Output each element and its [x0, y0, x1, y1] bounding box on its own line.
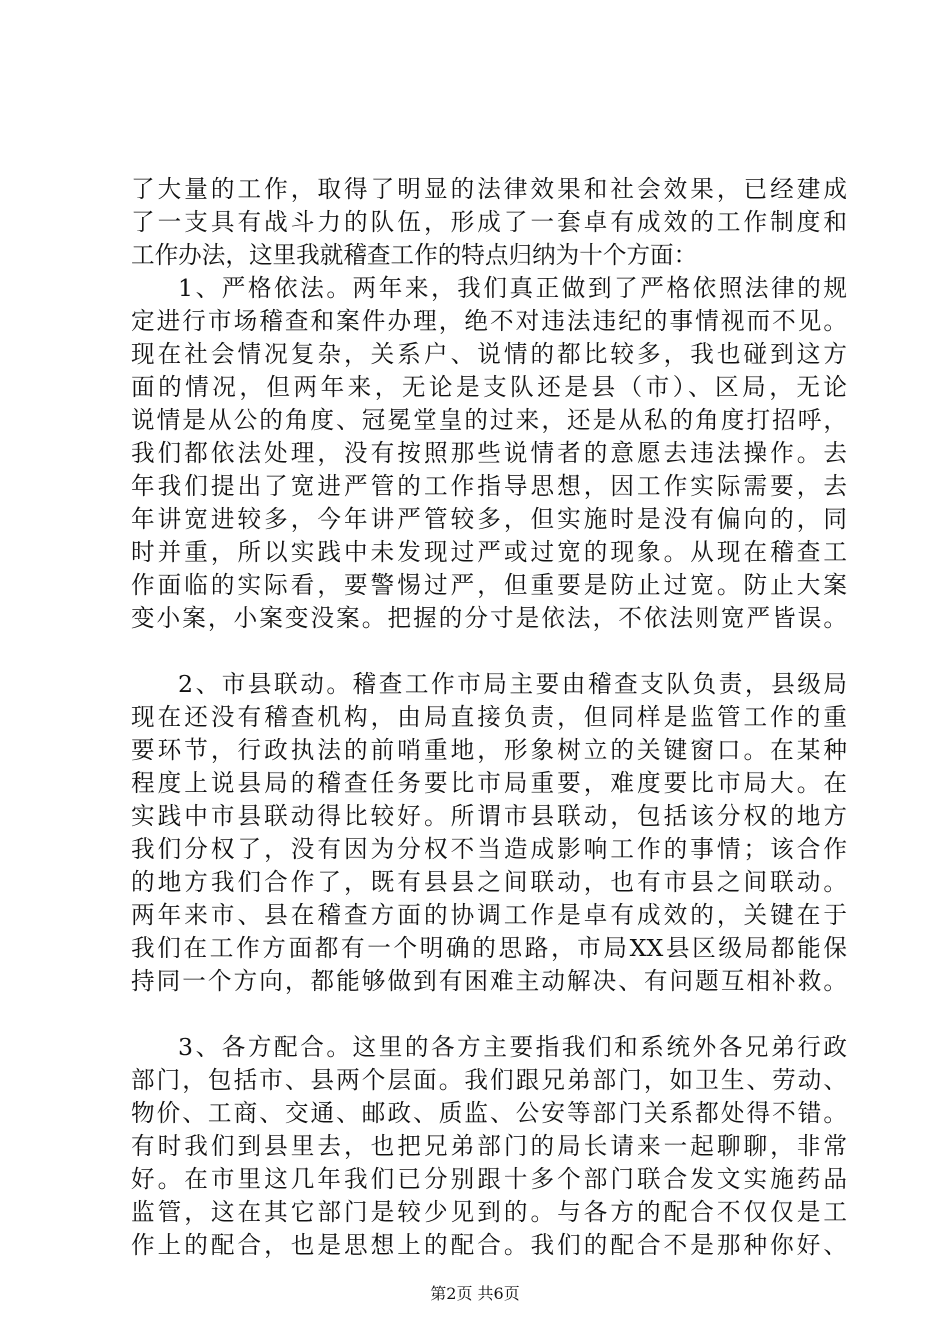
text-line: 变小案，小案变没案。把握的分寸是依法，不依法则宽严皆误。 — [131, 604, 847, 632]
paragraph — [131, 668, 847, 998]
text-line: 作面临的实际看，要警惕过严，但重要是防止过宽。防止大案 — [131, 571, 847, 599]
page-number-footer: 第2页 共6页 — [430, 1284, 520, 1303]
text-line: 了一支具有战斗力的队伍，形成了一套卓有成效的工作制度和 — [131, 208, 847, 236]
text-line: 1、严格依法。两年来，我们真正做到了严格依照法律的规 — [178, 274, 847, 302]
text-line: 部门，包括市、县两个层面。我们跟兄弟部门，如卫生、劳动、 — [131, 1066, 847, 1094]
text-line: 持同一个方向，都能够做到有困难主动解决、有问题互相补救。 — [131, 967, 847, 995]
text-line: 时并重，所以实践中未发现过严或过宽的现象。从现在稽查工 — [131, 538, 847, 566]
text-line: 监管，这在其它部门是较少见到的。与各方的配合不仅仅是工 — [131, 1198, 847, 1226]
text-line: 的地方我们合作了，既有县县之间联动，也有市县之间联动。 — [131, 868, 847, 896]
text-line: 有时我们到县里去，也把兄弟部门的局长请来一起聊聊，非常 — [131, 1132, 847, 1160]
text-line: 要环节，行政执法的前哨重地，形象树立的关键窗口。在某种 — [131, 736, 847, 764]
paragraph — [131, 173, 847, 272]
text-line: 3、各方配合。这里的各方主要指我们和系统外各兄弟行政 — [178, 1033, 847, 1061]
text-line: 我们分权了，没有因为分权不当造成影响工作的事情；该合作 — [131, 835, 847, 863]
text-line: 我们都依法处理，没有按照那些说情者的意愿去违法操作。去 — [131, 439, 847, 467]
text-line: 作上的配合，也是思想上的配合。我们的配合不是那种你好、 — [131, 1231, 847, 1259]
text-line: 说情是从公的角度、冠冕堂皇的过来，还是从私的角度打招呼， — [131, 406, 847, 434]
text-line: 我们在工作方面都有一个明确的思路，市局XX县区级局都能保 — [131, 934, 847, 962]
text-line: 年讲宽进较多，今年讲严管较多，但实施时是没有偏向的，同 — [131, 505, 847, 533]
text-line: 年我们提出了宽进严管的工作指导思想，因工作实际需要，去 — [131, 472, 847, 500]
paragraph — [131, 272, 847, 635]
text-line: 好。在市里这几年我们已分别跟十多个部门联合发文实施药品 — [131, 1165, 847, 1193]
text-line: 现在还没有稽查机构，由局直接负责，但同样是监管工作的重 — [131, 703, 847, 731]
text-line: 了大量的工作，取得了明显的法律效果和社会效果，已经建成 — [131, 175, 847, 203]
text-line: 程度上说县局的稽查任务要比市局重要，难度要比市局大。在 — [131, 769, 847, 797]
text-line: 定进行市场稽查和案件办理，绝不对违法违纪的事情视而不见。 — [131, 307, 847, 335]
text-line: 现在社会情况复杂，关系户、说情的都比较多，我也碰到这方 — [131, 340, 847, 368]
paragraph — [131, 1031, 847, 1262]
text-line: 两年来市、县在稽查方面的协调工作是卓有成效的，关键在于 — [131, 901, 847, 929]
paragraph-spacer — [131, 635, 847, 668]
text-line: 2、市县联动。稽查工作市局主要由稽查支队负责，县级局 — [178, 670, 847, 698]
text-line: 工作办法，这里我就稽查工作的特点归纳为十个方面： — [131, 241, 698, 269]
text-line: 物价、工商、交通、邮政、质监、公安等部门关系都处得不错。 — [131, 1099, 847, 1127]
document-body — [131, 173, 847, 1262]
text-line: 面的情况，但两年来，无论是支队还是县（市）、区局，无论 — [131, 373, 847, 401]
text-line: 实践中市县联动得比较好。所谓市县联动，包括该分权的地方 — [131, 802, 847, 830]
paragraph-spacer — [131, 998, 847, 1031]
